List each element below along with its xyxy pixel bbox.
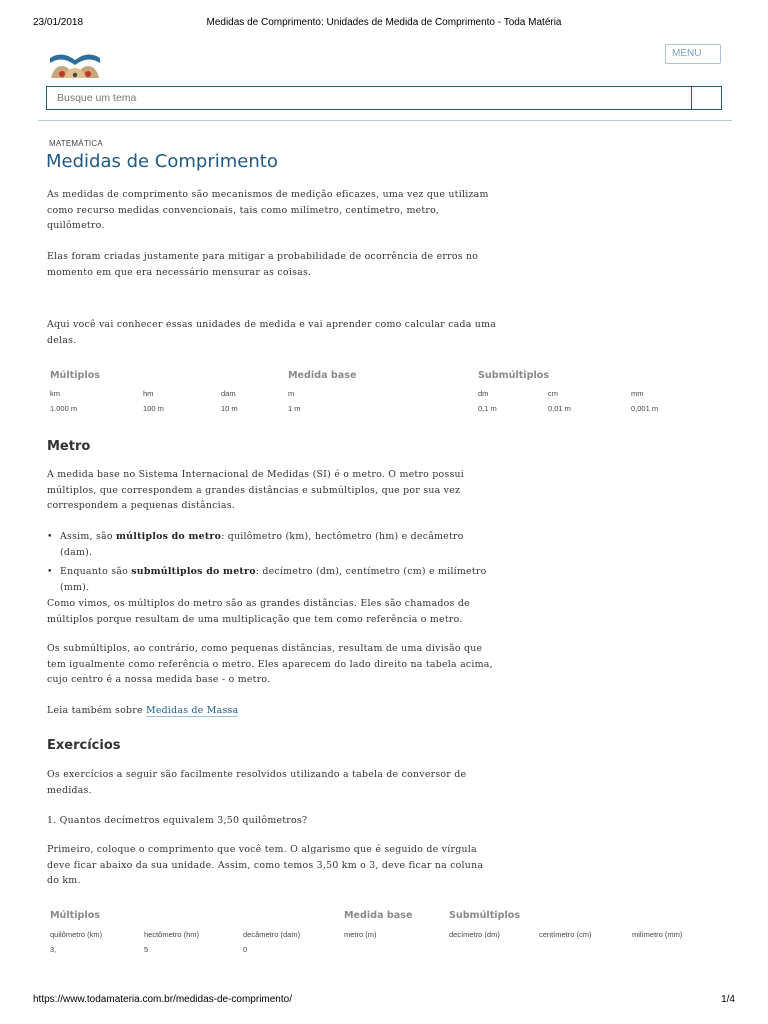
book-logo-icon (46, 44, 104, 80)
see-also-link[interactable]: Medidas de Massa (145, 705, 239, 716)
table-unit-cell: centímetro (cm) (539, 930, 592, 939)
table-unit-cell: quilômetro (km) (50, 930, 103, 939)
metro-bullet-list (47, 529, 497, 596)
table-unit-cell: km (50, 389, 60, 398)
table-group-header: Múltiplos (50, 370, 100, 381)
table-value-cell: 100 m (143, 404, 164, 413)
table-unit-cell: hm (143, 389, 154, 398)
section-heading-exercicios: Exercícios (47, 738, 121, 753)
exercise-question-1: 1. Quantos decímetros equivalem 3,50 quilômetros? (47, 815, 308, 826)
menu-button[interactable]: MENU (665, 44, 721, 64)
category-label[interactable]: MATEMÁTICA (49, 139, 103, 148)
search-bar (46, 86, 722, 110)
print-doc-title: Medidas de Comprimento: Unidades de Medida de Comprimento - Toda Matéria (206, 17, 562, 28)
intro-paragraph-1: As medidas de comprimento são mecanismos de medição eficazes, uma vez que utilizam como recurso medidas convencionais, tais como milímetro, centímetro, metro, quilômetro. (47, 189, 489, 232)
print-header (0, 17, 768, 31)
table-value-cell: 0,1 m (478, 404, 497, 413)
table-value-cell: 1 m (288, 404, 301, 413)
see-also-line: Leia também sobre Medidas de Massa (47, 705, 239, 716)
search-input[interactable] (47, 87, 691, 109)
intro-paragraph-3: Aqui você vai conhecer essas unidades de medida e vai aprender como calcular cada uma delas. (47, 319, 497, 346)
intro-paragraph-2: Elas foram criadas justamente para mitigar a probabilidade de ocorrência de erros no momento em que era necessário mensurar as coisas. (47, 251, 479, 278)
table-value-cell: 10 m (221, 404, 238, 413)
table-value-cell: 0 (243, 945, 248, 954)
table-unit-cell: decímetro (dm) (449, 930, 500, 939)
list-item: • Assim, são múltiplos do metro: quilômetro (km), hectômetro (hm) e decâmetro (dam). (47, 529, 497, 560)
table-group-header: Medida base (344, 910, 413, 921)
section-heading-metro: Metro (47, 439, 91, 454)
metro-paragraph-1: A medida base no Sistema Internacional de Medidas (SI) é o metro. O metro possui múltiplos, que correspondem a grandes distâncias e submúltiplos, que por sua vez correspondem a pequenas distâncias. (47, 469, 465, 512)
print-page-number: 1/4 (721, 994, 735, 1005)
list-item: • Enquanto são submúltiplos do metro: decímetro (dm), centímetro (cm) e milímetro (mm). (47, 564, 497, 595)
search-button[interactable] (691, 87, 721, 109)
exercise-explanation: Primeiro, coloque o comprimento que você tem. O algarismo que é seguido de vírgula deve ficar abaixo da sua unidade. Assim, como temos 3,50 km o 3, deve ficar na coluna do km. (47, 844, 484, 887)
metro-paragraph-3: Os submúltiplos, ao contrário, como pequenas distâncias, resultam de uma divisão que tem igualmente como referência o metro. Eles aparecem do lado direito na tabela acima, cujo centro é a nossa medida base - o metro. (47, 643, 493, 686)
table-group-header: Submúltiplos (449, 910, 521, 921)
table-group-header: Submúltiplos (478, 370, 550, 381)
table-value-cell: 1.000 m (50, 404, 78, 413)
table-unit-cell: dam (221, 389, 236, 398)
table-unit-cell: milímetro (mm) (632, 930, 683, 939)
table-unit-cell: decâmetro (dam) (243, 930, 301, 939)
exercicios-paragraph-1: Os exercícios a seguir são facilmente resolvidos utilizando a tabela de conversor de medidas. (47, 769, 467, 796)
site-logo[interactable] (46, 44, 104, 80)
print-footer (0, 994, 768, 1008)
table-value-cell: 5 (144, 945, 149, 954)
metro-paragraph-2: Como vimos, os múltiplos do metro são as grandes distâncias. Eles são chamados de múltiplos porque resultam de uma multiplicação que tem como referência o metro. (47, 598, 470, 625)
table-unit-cell: metro (m) (344, 930, 377, 939)
print-url: https://www.todamateria.com.br/medidas-de-comprimento/ (33, 994, 292, 1005)
table-group-header: Medida base (288, 370, 357, 381)
table-value-cell: 0,01 m (548, 404, 571, 413)
table-unit-cell: m (288, 389, 295, 398)
header-divider (38, 120, 732, 121)
table-unit-cell: mm (631, 389, 644, 398)
table-value-cell: 3, (50, 945, 57, 954)
table-unit-cell: hectômetro (hm) (144, 930, 200, 939)
table-unit-cell: cm (548, 389, 558, 398)
page-title: Medidas de Comprimento (46, 151, 278, 172)
table-value-cell: 0,001 m (631, 404, 659, 413)
table-group-header: Múltiplos (50, 910, 100, 921)
table-unit-cell: dm (478, 389, 489, 398)
print-date: 23/01/2018 (33, 17, 84, 28)
